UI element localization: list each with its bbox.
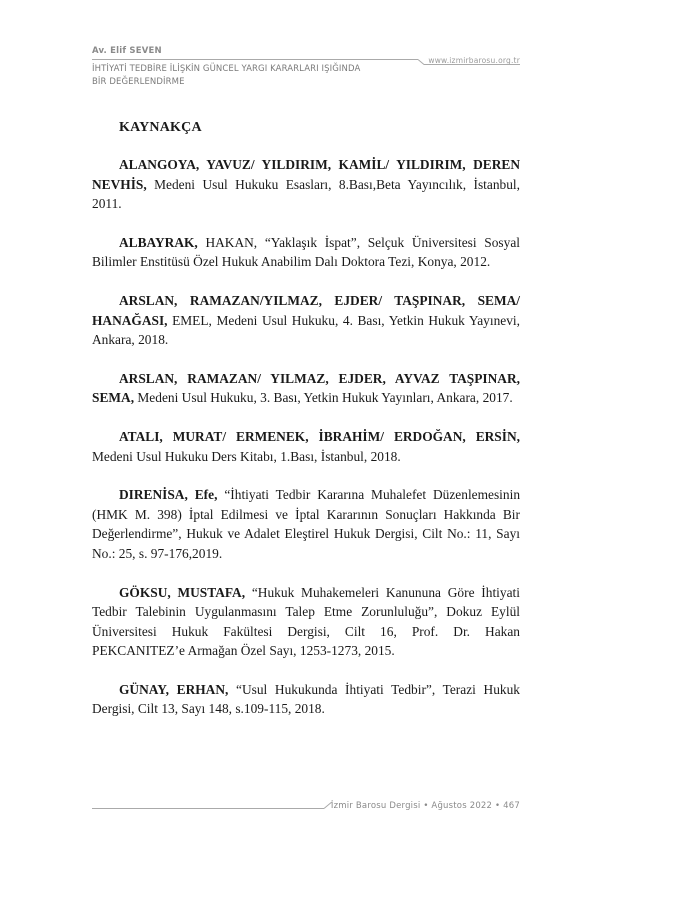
reference-entry xyxy=(92,291,520,350)
reference-text: Medeni Usul Hukuku, 3. Bası, Yetkin Hukuk Yayınları, Ankara, 2017. xyxy=(134,390,513,406)
page-footer xyxy=(92,800,520,816)
footer-journal-info: İzmir Barosu Dergisi • Ağustos 2022 • 467 xyxy=(330,801,520,811)
reference-authors: DIRENİSA, Efe, xyxy=(119,487,218,503)
reference-entry xyxy=(92,485,520,563)
reference-entry xyxy=(92,427,520,466)
reference-authors: ARSLAN, RAMAZAN/YILMAZ, EJDER/ TAŞPINAR, SEMA/ HANAĞASI, xyxy=(92,292,520,328)
reference-entry xyxy=(92,583,520,661)
footer-rule xyxy=(92,808,324,809)
article-title xyxy=(92,63,422,89)
bibliography-content xyxy=(92,120,520,738)
section-heading: KAYNAKÇA xyxy=(119,120,202,135)
reference-authors: ALBAYRAK, xyxy=(119,234,198,250)
website-url: www.izmirbarosu.org.tr xyxy=(428,56,520,65)
header-rule-right xyxy=(424,64,520,65)
reference-text: Medeni Usul Hukuku Ders Kitabı, 1.Bası, İstanbul, 2018. xyxy=(92,448,401,464)
header-rule xyxy=(92,59,418,60)
reference-text: EMEL, Medeni Usul Hukuku, 4. Bası, Yetkin Hukuk Yayınevi, Ankara, 2018. xyxy=(92,312,520,348)
article-title-line-2: BİR DEĞERLENDİRME xyxy=(92,77,185,87)
reference-entry xyxy=(92,369,520,408)
reference-authors: ALANGOYA, YAVUZ/ YILDIRIM, KAMİL/ YILDIRIM, DEREN NEVHİS, xyxy=(92,157,520,192)
reference-text: “İhtiyati Tedbir Kararına Muhalefet Düzenlemesinin (HMK M. 398) İptal Edilmesi ve İptal Kararının Sonuçları Hakkında Bir Değerlendirme”, Hukuk ve Adalet Eleştirel Hukuk Dergisi, Cilt No.: 11, Sayı No.: 25, s. 97-176,2019. xyxy=(92,487,521,561)
reference-authors: ARSLAN, RAMAZAN/ YILMAZ, EJDER, AYVAZ TAŞPINAR, SEMA, xyxy=(92,370,520,406)
reference-text: “Usul Hukukunda İhtiyati Tedbir”, Terazi Hukuk Dergisi, Cilt 13, Sayı 148, s.109-115, 2018. xyxy=(92,681,520,717)
reference-authors: GÖKSU, MUSTAFA, xyxy=(119,584,246,600)
author-name: Av. Elif SEVEN xyxy=(92,46,162,56)
reference-text: “Hukuk Muhakemeleri Kanununa Göre İhtiyati Tedbir Talebinin Uygulanmasını Talep Etme Zorunluluğu”, Dokuz Eylül Üniversitesi Hukuk Fakültesi Dergisi, Cilt 16, Prof. Dr. Hakan PEKCANITEZ’e Armağan Özel Sayı, 1253-1273, 2015. xyxy=(92,584,520,659)
reference-entry xyxy=(92,233,520,272)
reference-entry xyxy=(92,155,520,214)
reference-authors: ATALI, MURAT/ ERMENEK, İBRAHİM/ ERDOĞAN, ERSİN, xyxy=(119,428,520,444)
reference-authors: GÜNAY, ERHAN, xyxy=(119,681,229,697)
reference-entry xyxy=(92,680,520,719)
page-header xyxy=(92,46,520,90)
reference-text: HAKAN, “Yaklaşık İspat”, Selçuk Üniversitesi Sosyal Bilimler Enstitüsü Özel Hukuk Anabilim Dalı Doktora Tezi, Konya, 2012. xyxy=(92,234,520,270)
reference-text: Medeni Usul Hukuku Esasları, 8.Bası,Beta Yayıncılık, İstanbul, 2011. xyxy=(92,176,520,212)
article-title-line-1: İHTİYATİ TEDBİRE İLİŞKİN GÜNCEL YARGI KARARLARI IŞIĞINDA xyxy=(92,64,361,74)
